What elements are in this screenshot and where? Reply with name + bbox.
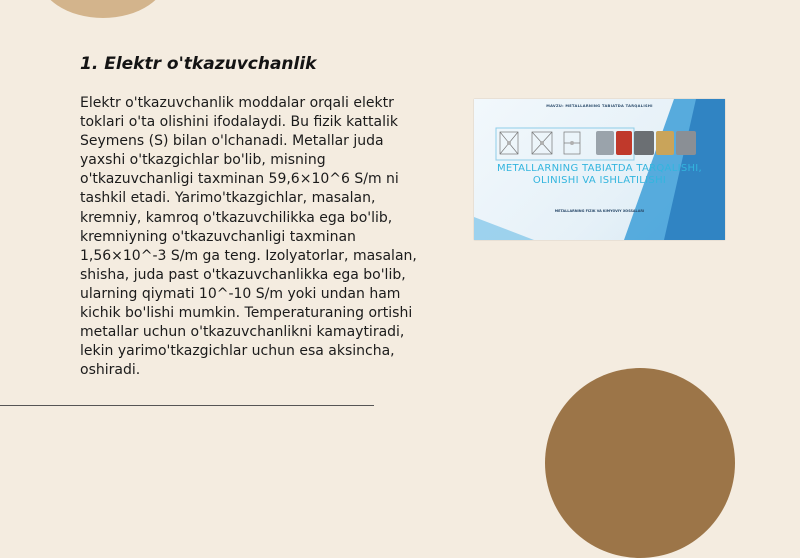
thumbnail-title: METALLARNING TABIATDA TARQALISHI, OLINISHI VA ISHLATILISHI (496, 163, 703, 186)
metal-sample-image (676, 131, 696, 155)
metal-sample-image (616, 131, 632, 155)
metal-sample-image (656, 131, 674, 155)
slide-body-text: Elektr o'tkazuvchanlik moddalar orqali elektr toklari o'ta olishini ifodalaydi. Bu fizik kattalik Seymens (S) bilan o'lchanadi. Metallar juda yaxshi o'tkazgichlar bo'lib, misning o'tkazuvchanligi taxminan 59,6×10^6 S/m ni tashkil etadi. Yarimo'tkazgichlar, masalan, kremniy, kamroq o'tkazuvchilikka ega bo'lib, kremniyning o'tkazuvchanligi taxminan 1,56×10^-3 S/m ga teng. Izolyatorlar, masalan, shisha, juda past o'tkazuvchanlikka ega bo'lib, ularning qiymati 10^-10 S/m yoki undan ham kichik bo'lishi mumkin. Temperaturaning ortishi metallar uchun o'tkazuvchanlikni kamaytiradi, lekin yarimo'tkazgichlar uchun esa aksincha, oshiradi. (80, 95, 417, 379)
slide-thumbnail-image (474, 99, 725, 240)
decorative-circle-top (38, 0, 168, 18)
metal-sample-image (634, 131, 654, 155)
thumbnail-subtitle: METALLARNING FIZIK VA KIMYOVIY XOSSALARI (554, 209, 645, 213)
metal-sample-image (596, 131, 614, 155)
divider-line (0, 405, 374, 406)
thumbnail-header-text: MAVZU: METALLARNING TABIATDA TARQALISHI (546, 104, 653, 108)
decorative-circle-bottom (545, 368, 735, 558)
slide-title: 1. Elektr o'tkazuvchanlik (80, 54, 317, 74)
